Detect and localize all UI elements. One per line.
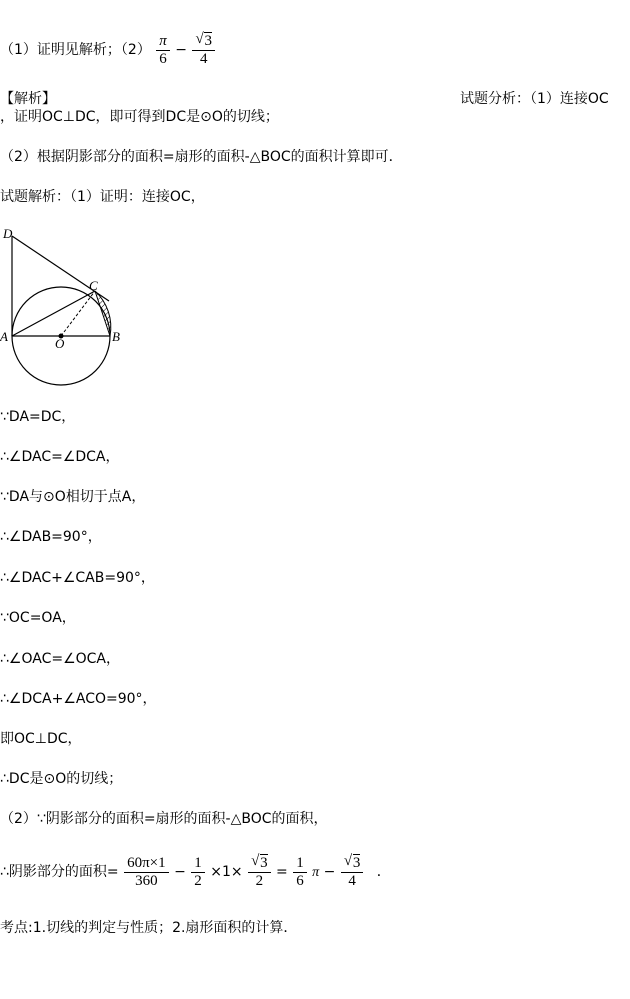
label-a: A — [0, 329, 8, 344]
kaodian-line: 考点:1.切线的判定与性质；2.扇形面积的计算． — [0, 920, 298, 936]
label-d: D — [3, 226, 13, 241]
step-line: ∵OC=OA， — [0, 610, 76, 626]
answer-fraction-den: 6 — [159, 50, 167, 67]
fraction-sqrt3-2-num — [248, 854, 271, 873]
label-c: C — [89, 278, 98, 293]
fraction-half-num: 1 — [191, 855, 205, 873]
answer-fraction-sqrt3-4 — [192, 32, 215, 68]
step-line: ∴∠DCA+∠ACO=90°， — [0, 691, 157, 707]
step-line: （2）∵阴影部分的面积=扇形的面积-△BOC的面积， — [0, 811, 328, 827]
minus-sign: − — [174, 864, 186, 880]
answer-line — [0, 32, 216, 68]
final-formula — [0, 852, 391, 893]
step-line: ∵DA=DC， — [0, 409, 76, 425]
equals-sign: = — [276, 864, 288, 880]
fraction-sector-num-text: 60π×1 — [127, 854, 166, 871]
sqrt-radicand: √ 3 — [260, 855, 268, 871]
end-dot: ． — [376, 864, 391, 880]
minus-sign-2: − — [323, 864, 336, 880]
sqrt-radicand-2: √ 3 — [352, 855, 361, 871]
fraction-sqrt3-2 — [248, 854, 271, 890]
answer-minus: − — [175, 42, 187, 58]
fraction-sixth — [293, 855, 307, 890]
step-line: ∵DA与⊙O相切于点A， — [0, 489, 146, 505]
fraction-sqrt3-4-num — [341, 854, 364, 873]
analysis-line2: ，证明OC⊥DC，即可得到DC是⊙O的切线； — [0, 109, 279, 125]
fraction-half-den: 2 — [194, 872, 202, 889]
fraction-sqrt3-4 — [341, 854, 364, 890]
geometry-figure — [0, 222, 130, 392]
label-o: O — [55, 336, 65, 351]
step-line: ∴∠OAC=∠OCA， — [0, 651, 120, 667]
answer-sqrt-radicand: √ 3 — [204, 33, 212, 49]
step-line: ∴∠DAC=∠DCA， — [0, 449, 120, 465]
analysis-heading: 【解析】 — [0, 91, 56, 107]
shaded-region — [95, 291, 111, 336]
fraction-half — [191, 855, 205, 890]
segment-ac — [12, 291, 95, 336]
step-line: ∴∠DAB=90°， — [0, 529, 102, 545]
fraction-sqrt3-4-den: 4 — [348, 873, 356, 889]
times-part: ×1× — [210, 864, 243, 880]
fraction-sector-num — [124, 855, 169, 873]
final-prefix: ∴阴影部分的面积= — [0, 864, 119, 880]
answer-fraction-num-2 — [192, 32, 215, 51]
analysis-right-text: 试题分析：（1）连接OC — [460, 91, 609, 107]
fraction-sqrt3-2-den: 2 — [255, 873, 264, 889]
pi-symbol: π — [312, 865, 320, 880]
step-line: ∴DC是⊙O的切线； — [0, 771, 123, 787]
answer-fraction-den-2: 4 — [199, 51, 208, 67]
answer-part1: （1）证明见解析；（2） — [0, 42, 151, 58]
fraction-sector-den: 360 — [135, 872, 158, 889]
answer-fraction-num: π — [156, 33, 170, 51]
label-b: B — [112, 329, 120, 344]
fraction-sixth-num: 1 — [293, 855, 307, 873]
step-line: ∴∠DAC+∠CAB=90°， — [0, 570, 155, 586]
step-line: 即OC⊥DC， — [0, 731, 82, 747]
solution-intro: 试题解析：（1）证明：连接OC， — [0, 189, 205, 205]
answer-fraction-pi-6 — [156, 33, 170, 68]
analysis-line3: （2）根据阴影部分的面积=扇形的面积-△BOC的面积计算即可． — [0, 149, 403, 165]
segment-oc — [61, 291, 95, 336]
fraction-sixth-den: 6 — [296, 872, 304, 889]
fraction-sector — [124, 855, 169, 890]
